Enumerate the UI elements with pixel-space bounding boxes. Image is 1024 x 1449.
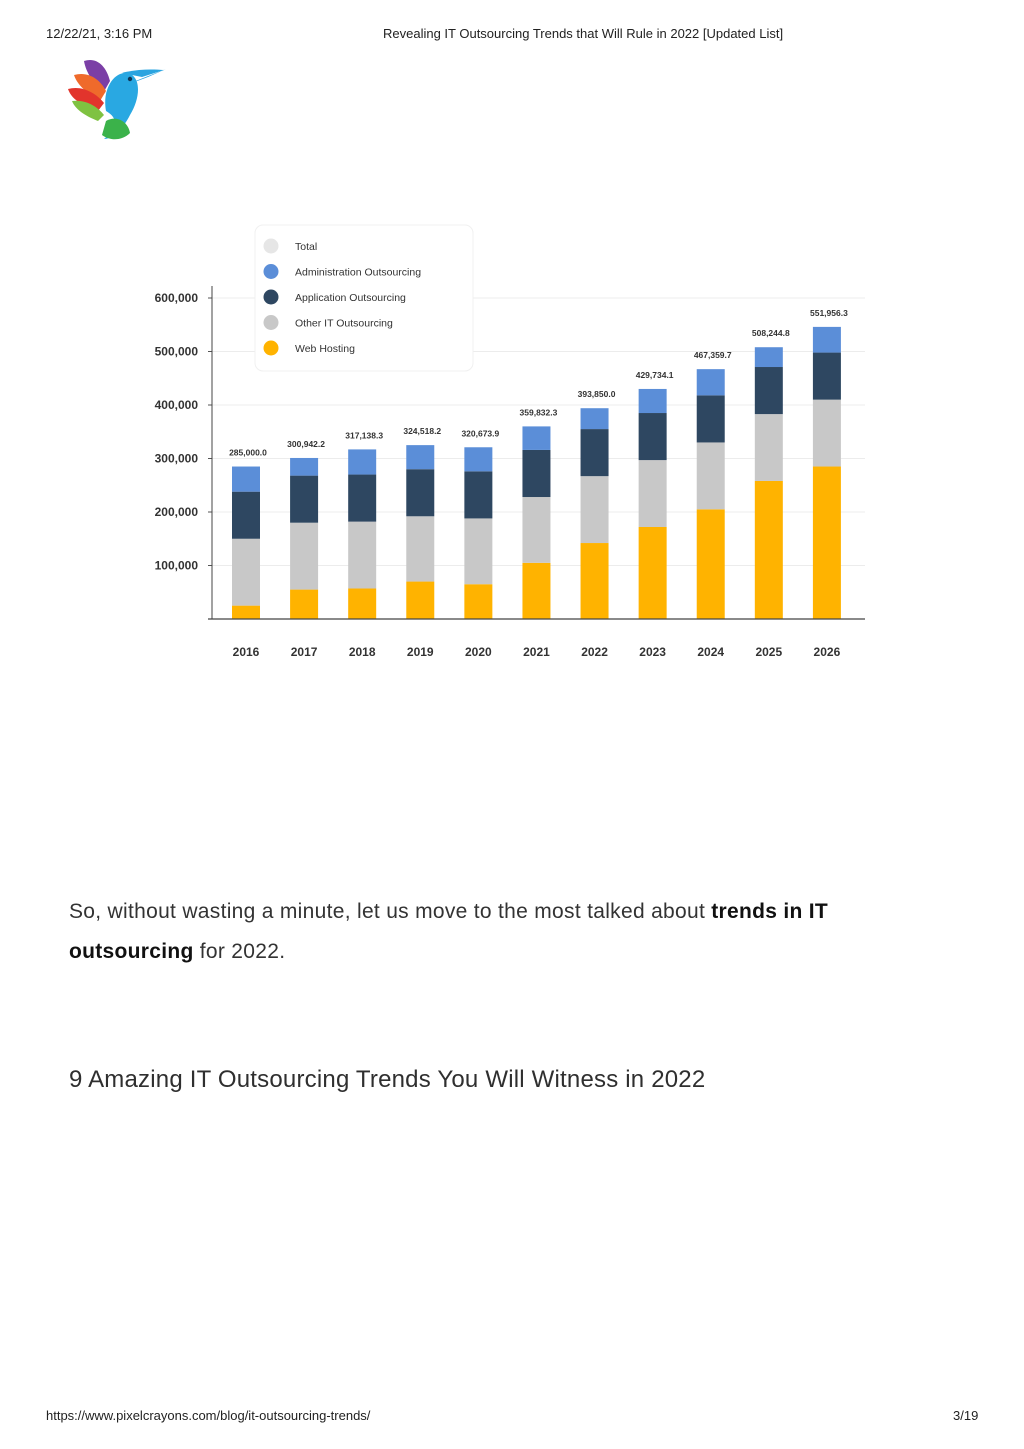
x-tick-label-2025: 2025	[755, 645, 783, 659]
total-label-2017: 300,942.2	[287, 438, 326, 449]
legend-swatch-administration-outsourcing	[264, 264, 279, 279]
total-label-2023: 429,734.1	[635, 369, 674, 380]
bar-application-outsourcing-2026	[813, 353, 841, 400]
bar-administration-outsourcing-2016	[232, 467, 260, 492]
x-tick-label-2023: 2023	[639, 645, 666, 659]
bar-administration-outsourcing-2021	[522, 426, 550, 450]
total-label-2026: 551,956.3	[809, 307, 848, 318]
x-tick-label-2017: 2017	[290, 645, 318, 659]
total-label-2021: 359,832.3	[519, 407, 558, 418]
print-footer	[0, 1408, 1024, 1424]
bar-web-hosting-2018	[348, 589, 376, 619]
x-tick-label-2022: 2022	[581, 645, 608, 659]
bar-other-it-outsourcing-2018	[348, 522, 376, 589]
chart-legend	[255, 225, 473, 371]
x-tick-label-2021: 2021	[523, 645, 550, 659]
legend-label-administration-outsourcing: Administration Outsourcing	[295, 266, 422, 279]
bar-administration-outsourcing-2025	[755, 347, 783, 367]
total-label-2024: 467,359.7	[693, 350, 732, 361]
x-tick-label-2018: 2018	[348, 645, 376, 659]
bar-web-hosting-2020	[464, 584, 492, 619]
bar-other-it-outsourcing-2020	[464, 518, 492, 584]
print-header	[0, 26, 1024, 42]
bar-web-hosting-2017	[290, 590, 318, 619]
bar-administration-outsourcing-2024	[697, 369, 725, 395]
bar-application-outsourcing-2017	[290, 476, 318, 523]
legend-label-application-outsourcing: Application Outsourcing	[295, 292, 406, 304]
bar-web-hosting-2022	[581, 543, 609, 619]
bar-application-outsourcing-2022	[581, 429, 609, 476]
total-label-2025: 508,244.8	[751, 328, 790, 339]
paragraph-text-end: for 2022.	[193, 940, 286, 963]
section-heading: 9 Amazing IT Outsourcing Trends You Will Witness in 2022	[69, 1066, 706, 1093]
bar-other-it-outsourcing-2022	[581, 476, 609, 543]
bar-web-hosting-2019	[406, 582, 434, 619]
bar-administration-outsourcing-2023	[639, 389, 667, 413]
print-page-title: Revealing IT Outsourcing Trends that Will Rule in 2022 [Updated List]	[383, 26, 784, 41]
bar-other-it-outsourcing-2023	[639, 460, 667, 527]
bar-administration-outsourcing-2020	[464, 447, 492, 471]
y-tick-label: 400,000	[154, 398, 198, 412]
bar-application-outsourcing-2019	[406, 469, 434, 516]
bar-application-outsourcing-2016	[232, 492, 260, 539]
y-tick-label: 500,000	[154, 344, 198, 359]
legend-swatch-other-it-outsourcing	[264, 315, 279, 330]
total-label-2020: 320,673.9	[461, 428, 500, 439]
bar-other-it-outsourcing-2025	[755, 414, 783, 481]
paragraph-text-start: So, without wasting a minute, let us move to the most talked about	[69, 900, 712, 923]
bar-other-it-outsourcing-2017	[290, 523, 318, 590]
bar-administration-outsourcing-2022	[581, 408, 609, 429]
x-tick-label-2020: 2020	[465, 645, 492, 659]
total-label-2016: 285,000.0	[229, 447, 267, 458]
bar-administration-outsourcing-2017	[290, 458, 318, 476]
bar-other-it-outsourcing-2026	[813, 400, 841, 467]
bar-application-outsourcing-2018	[348, 475, 376, 522]
x-tick-label-2019: 2019	[406, 645, 434, 659]
bar-web-hosting-2021	[522, 563, 550, 619]
bar-web-hosting-2024	[697, 509, 725, 619]
bar-other-it-outsourcing-2021	[522, 497, 550, 563]
bar-web-hosting-2025	[755, 481, 783, 619]
bar-web-hosting-2016	[232, 606, 260, 619]
print-url: https://www.pixelcrayons.com/blog/it-outsourcing-trends/	[46, 1408, 371, 1423]
bar-administration-outsourcing-2018	[348, 449, 376, 474]
bar-application-outsourcing-2021	[522, 450, 550, 497]
article-paragraph	[69, 892, 929, 972]
bar-other-it-outsourcing-2024	[697, 442, 725, 509]
legend-label-total: Total	[295, 241, 318, 253]
total-label-2019: 324,518.2	[403, 426, 442, 437]
bar-application-outsourcing-2025	[755, 367, 783, 414]
total-label-2022: 393,850.0	[577, 389, 616, 400]
bar-web-hosting-2026	[813, 467, 841, 619]
hummingbird-logo-icon[interactable]	[62, 55, 172, 147]
x-tick-label-2024: 2024	[697, 645, 725, 659]
x-tick-label-2016: 2016	[232, 645, 260, 659]
print-page-number: 3/19	[953, 1408, 979, 1423]
legend-swatch-application-outsourcing	[264, 290, 279, 305]
trends-in-it-outsourcing-link[interactable]: trends in IT outsourcing	[69, 900, 829, 963]
bar-other-it-outsourcing-2019	[406, 516, 434, 581]
bar-application-outsourcing-2020	[464, 471, 492, 518]
legend-swatch-total	[264, 239, 279, 254]
y-tick-label: 600,000	[154, 291, 198, 305]
bar-application-outsourcing-2024	[697, 395, 725, 442]
bar-administration-outsourcing-2026	[813, 327, 841, 353]
y-tick-label: 300,000	[154, 451, 198, 466]
y-tick-label: 200,000	[154, 505, 198, 519]
bar-web-hosting-2023	[639, 527, 667, 619]
x-tick-label-2026: 2026	[813, 645, 841, 659]
legend-label-other-it-outsourcing: Other IT Outsourcing	[295, 317, 393, 330]
y-tick-label: 100,000	[154, 558, 198, 573]
print-datetime: 12/22/21, 3:16 PM	[46, 26, 153, 41]
stacked-bar-chart	[110, 215, 890, 675]
total-label-2018: 317,138.3	[345, 430, 384, 441]
bar-application-outsourcing-2023	[639, 413, 667, 460]
legend-label-web-hosting: Web Hosting	[295, 343, 355, 355]
legend-swatch-web-hosting	[264, 341, 279, 356]
bar-administration-outsourcing-2019	[406, 445, 434, 469]
bar-other-it-outsourcing-2016	[232, 539, 260, 606]
